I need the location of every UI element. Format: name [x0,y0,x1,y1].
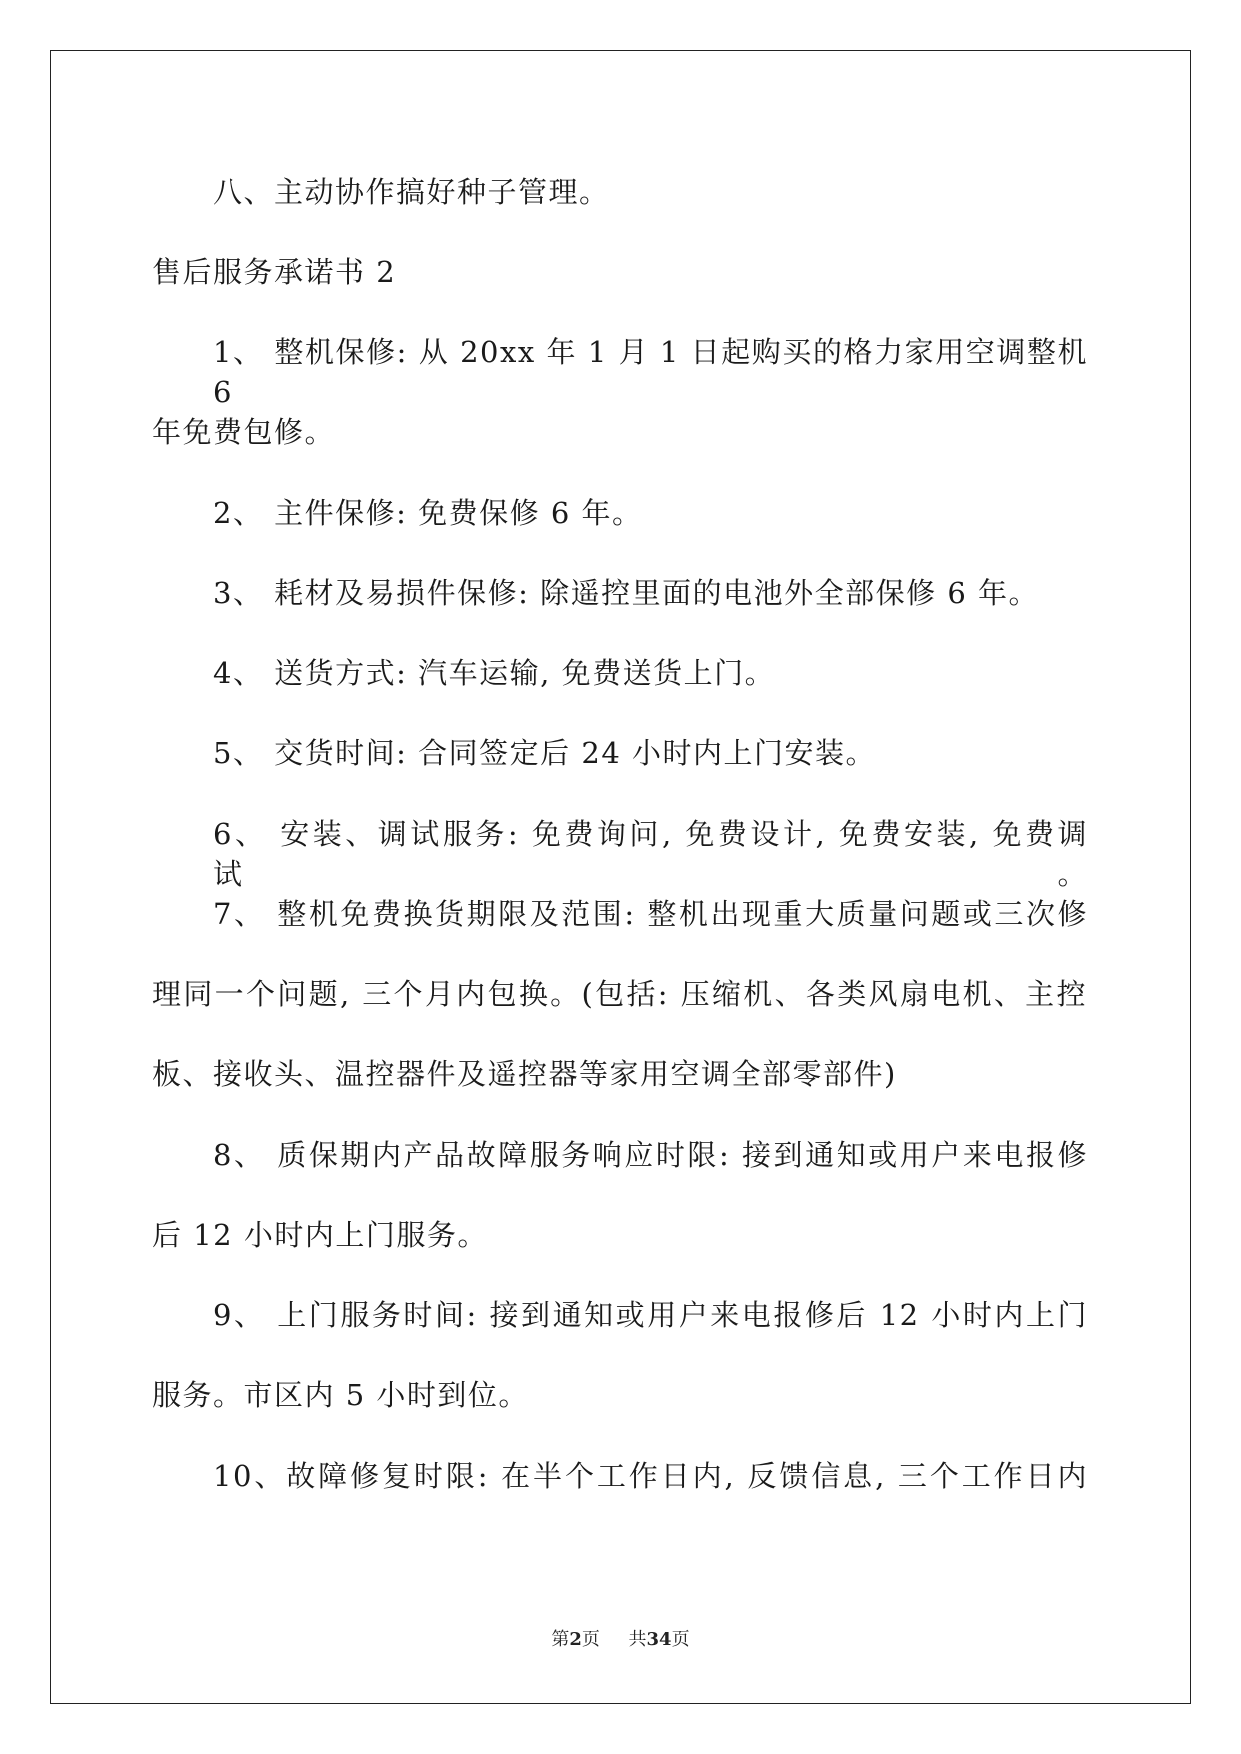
paragraph-line: 八、主动协作搞好种子管理。 [213,175,610,209]
total-prefix: 共 [628,1629,647,1650]
section-heading: 售后服务承诺书 2 [152,255,397,289]
paragraph-line: 1、 整机保修: 从 20xx 年 1 月 1 日起购买的格力家用空调整机 6 [213,335,1088,409]
page-prefix: 第 [551,1629,570,1650]
page-number: 2 [569,1629,582,1650]
paragraph-line: 6、 安装、调试服务: 免费询问, 免费设计, 免费安装, 免费调试。 [213,817,1088,891]
paragraph-line: 理同一个问题, 三个月内包换。(包括: 压缩机、各类风扇电机、主控 [152,977,1087,1011]
page-footer [0,1628,1241,1652]
paragraph-line: 2、 主件保修: 免费保修 6 年。 [213,496,643,530]
paragraph-line: 9、 上门服务时间: 接到通知或用户来电报修后 12 小时内上门 [213,1298,1088,1332]
paragraph-line: 8、 质保期内产品故障服务响应时限: 接到通知或用户来电报修 [213,1138,1088,1172]
page-unit: 页 [581,1629,600,1650]
paragraph-line: 7、 整机免费换货期限及范围: 整机出现重大质量问题或三次修 [213,897,1088,931]
paragraph-line: 板、接收头、温控器件及遥控器等家用空调全部零部件) [152,1057,897,1091]
paragraph-line: 年免费包修。 [152,415,336,449]
paragraph-line: 服务。市区内 5 小时到位。 [152,1378,529,1412]
paragraph-line: 后 12 小时内上门服务。 [152,1218,488,1252]
paragraph-line: 3、 耗材及易损件保修: 除遥控里面的电池外全部保修 6 年。 [213,576,1040,610]
paragraph-line: 4、 送货方式: 汽车运输, 免费送货上门。 [213,656,776,690]
total-pages: 34 [646,1629,672,1650]
total-unit: 页 [671,1629,690,1650]
paragraph-line: 10、故障修复时限: 在半个工作日内, 反馈信息, 三个工作日内 [213,1459,1088,1493]
paragraph-line: 5、 交货时间: 合同签定后 24 小时内上门安装。 [213,736,876,770]
